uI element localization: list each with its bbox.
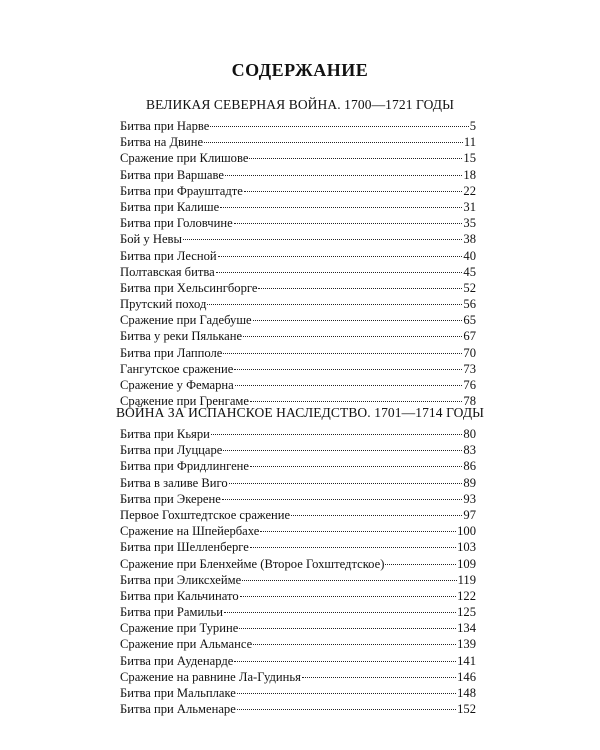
toc-entry-page-number: 134 bbox=[457, 621, 476, 636]
toc-entry-page-number: 122 bbox=[457, 588, 476, 603]
toc-entry-page-number: 11 bbox=[463, 135, 476, 150]
toc-entry-page-number: 45 bbox=[463, 264, 476, 279]
toc-entry[interactable] bbox=[120, 701, 476, 717]
toc-entry[interactable] bbox=[120, 150, 476, 166]
toc-entry[interactable] bbox=[120, 636, 476, 652]
toc-entry-page-number: 15 bbox=[463, 151, 476, 166]
toc-entry[interactable] bbox=[120, 134, 476, 150]
dot-leader bbox=[210, 126, 468, 127]
toc-entry[interactable] bbox=[120, 296, 476, 312]
toc-entry-page-number: 83 bbox=[463, 443, 476, 458]
dot-leader bbox=[183, 239, 462, 240]
toc-entry[interactable] bbox=[120, 572, 476, 588]
toc-entry-page-number: 35 bbox=[463, 216, 476, 231]
dot-leader bbox=[223, 450, 462, 451]
toc-entry-page-number: 78 bbox=[463, 394, 476, 409]
toc-entry[interactable] bbox=[120, 442, 476, 458]
dot-leader bbox=[250, 466, 462, 467]
toc-entry-title: Сражение при Альмансе bbox=[120, 637, 253, 652]
toc-entry-page-number: 146 bbox=[457, 669, 476, 684]
dot-leader bbox=[250, 547, 456, 548]
toc-entry[interactable] bbox=[120, 426, 476, 442]
dot-leader bbox=[260, 531, 456, 532]
toc-entry-title: Сражение на Шпейербахе bbox=[120, 524, 260, 539]
toc-entry-page-number: 5 bbox=[469, 119, 476, 133]
dot-leader bbox=[249, 158, 462, 159]
toc-entry-page-number: 67 bbox=[463, 329, 476, 344]
toc-entry[interactable] bbox=[120, 507, 476, 523]
toc-entry-title: Битва при Нарве bbox=[120, 119, 210, 133]
toc-entry-title: Прутский поход bbox=[120, 297, 207, 312]
toc-entry-title: Битва при Ауденарде bbox=[120, 653, 234, 668]
toc-entry[interactable] bbox=[120, 231, 476, 247]
toc-entry-page-number: 22 bbox=[463, 183, 476, 198]
dot-leader bbox=[224, 612, 456, 613]
toc-entry-page-number: 109 bbox=[457, 556, 476, 571]
dot-leader bbox=[204, 142, 463, 143]
toc-entry-title: Битва при Калише bbox=[120, 199, 220, 214]
toc-entry[interactable] bbox=[120, 491, 476, 507]
section-heading-spanish-succession: ВОЙНА ЗА ИСПАНСКОЕ НАСЛЕДСТВО. 1701—1714 ГОДЫ bbox=[115, 405, 485, 420]
toc-entry-page-number: 141 bbox=[457, 653, 476, 668]
toc-entry-title: Битва у реки Пялькане bbox=[120, 329, 243, 344]
toc-entry[interactable] bbox=[120, 345, 476, 361]
dot-leader bbox=[211, 434, 463, 435]
dot-leader bbox=[222, 499, 463, 500]
toc-entry[interactable] bbox=[120, 199, 476, 215]
toc-entry[interactable] bbox=[120, 312, 476, 328]
toc-entry-title: Битва при Рамильи bbox=[120, 605, 223, 620]
toc-entry-title: Сражение при Бленхейме (Второе Гохштедтское) bbox=[120, 556, 385, 571]
dot-leader bbox=[237, 693, 456, 694]
toc-entry-title: Битва при Лесной bbox=[120, 248, 217, 263]
dot-leader bbox=[234, 369, 462, 370]
toc-entry-title: Первое Гохштедтское сражение bbox=[120, 507, 291, 522]
dot-leader bbox=[253, 644, 456, 645]
dot-leader bbox=[216, 272, 463, 273]
toc-entry-title: Гангутское сражение bbox=[120, 361, 234, 376]
toc-entry-title: Битва при Кальчинато bbox=[120, 588, 239, 603]
toc-entry[interactable] bbox=[120, 620, 476, 636]
toc-entry-title: Битва при Альменаре bbox=[120, 702, 236, 717]
toc-entry-page-number: 103 bbox=[457, 540, 476, 555]
toc-entry-title: Сражение при Гадебуше bbox=[120, 313, 252, 328]
toc-entry[interactable] bbox=[120, 183, 476, 199]
toc-entry-page-number: 38 bbox=[463, 232, 476, 247]
toc-entry[interactable] bbox=[120, 539, 476, 555]
toc-entry-page-number: 86 bbox=[463, 459, 476, 474]
dot-leader bbox=[244, 191, 463, 192]
toc-entry-page-number: 52 bbox=[463, 280, 476, 295]
toc-list-spanish-succession bbox=[120, 426, 476, 717]
toc-entry[interactable] bbox=[120, 377, 476, 393]
toc-entry-title: Сражение при Турине bbox=[120, 621, 239, 636]
toc-entry-title: Полтавская битва bbox=[120, 264, 215, 279]
toc-entry-page-number: 31 bbox=[463, 199, 476, 214]
dot-leader bbox=[258, 288, 462, 289]
dot-leader bbox=[302, 677, 456, 678]
toc-entry-title: Сражение при Гренгаме bbox=[120, 394, 249, 409]
toc-entry-page-number: 80 bbox=[463, 427, 476, 441]
toc-entry-title: Битва при Эликсхейме bbox=[120, 572, 242, 587]
dot-leader bbox=[253, 320, 463, 321]
toc-entry-title: Битва при Фридлингене bbox=[120, 459, 249, 474]
dot-leader bbox=[239, 628, 456, 629]
toc-entry-page-number: 125 bbox=[457, 605, 476, 620]
toc-entry-page-number: 139 bbox=[457, 637, 476, 652]
toc-entry[interactable] bbox=[120, 248, 476, 264]
toc-entry[interactable] bbox=[120, 167, 476, 183]
toc-entry[interactable] bbox=[120, 523, 476, 539]
dot-leader bbox=[243, 336, 462, 337]
toc-entry[interactable] bbox=[120, 475, 476, 491]
toc-entry-page-number: 70 bbox=[463, 345, 476, 360]
toc-entry-title: Битва при Лапполе bbox=[120, 345, 223, 360]
toc-entry-title: Бой у Невы bbox=[120, 232, 182, 247]
toc-entry-page-number: 18 bbox=[463, 167, 476, 182]
toc-entry-page-number: 148 bbox=[457, 686, 476, 700]
toc-entry-title: Битва при Хельсингборге bbox=[120, 280, 258, 295]
toc-entry[interactable] bbox=[120, 556, 476, 572]
toc-entry-page-number: 152 bbox=[457, 702, 476, 717]
toc-entry[interactable] bbox=[120, 685, 476, 701]
toc-entry-title: Битва при Фрауштадте bbox=[120, 183, 243, 198]
toc-entry-page-number: 73 bbox=[463, 361, 476, 376]
dot-leader bbox=[240, 596, 456, 597]
dot-leader bbox=[250, 401, 462, 402]
toc-entry[interactable] bbox=[120, 669, 476, 685]
toc-entry-page-number: 56 bbox=[463, 297, 476, 312]
dot-leader bbox=[218, 256, 463, 257]
toc-entry-title: Битва на Двине bbox=[120, 135, 204, 150]
dot-leader bbox=[242, 580, 456, 581]
toc-entry[interactable] bbox=[120, 215, 476, 231]
dot-leader bbox=[385, 564, 456, 565]
dot-leader bbox=[225, 175, 462, 176]
toc-list-northern-war bbox=[120, 118, 476, 409]
toc-entry-title: Битва при Кьяри bbox=[120, 427, 210, 441]
toc-entry-title: Битва в заливе Виго bbox=[120, 475, 228, 490]
toc-entry-title: Битва при Головчине bbox=[120, 216, 233, 231]
toc-entry[interactable] bbox=[120, 280, 476, 296]
toc-entry-title: Битва при Экерене bbox=[120, 491, 221, 506]
toc-entry[interactable] bbox=[120, 361, 476, 377]
toc-entry[interactable] bbox=[120, 458, 476, 474]
dot-leader bbox=[234, 223, 463, 224]
toc-entry-title: Битва при Шелленберге bbox=[120, 540, 249, 555]
toc-entry-page-number: 40 bbox=[463, 248, 476, 263]
dot-leader bbox=[207, 304, 462, 305]
toc-entry[interactable] bbox=[120, 604, 476, 620]
toc-entry[interactable] bbox=[120, 264, 476, 280]
toc-entry-page-number: 89 bbox=[463, 475, 476, 490]
toc-entry[interactable] bbox=[120, 588, 476, 604]
toc-entry-title: Сражение при Клишове bbox=[120, 151, 249, 166]
toc-entry[interactable] bbox=[120, 118, 476, 134]
toc-entry-page-number: 97 bbox=[463, 507, 476, 522]
dot-leader bbox=[223, 353, 462, 354]
dot-leader bbox=[220, 207, 462, 208]
page-title: СОДЕРЖАНИЕ bbox=[231, 60, 369, 80]
section-heading-northern-war: ВЕЛИКАЯ СЕВЕРНАЯ ВОЙНА. 1700—1721 ГОДЫ bbox=[146, 97, 454, 112]
toc-entry[interactable] bbox=[120, 328, 476, 344]
toc-entry-page-number: 65 bbox=[463, 313, 476, 328]
dot-leader bbox=[237, 709, 456, 710]
toc-entry-title: Битва при Луццаре bbox=[120, 443, 223, 458]
toc-entry-title: Сражение на равнине Ла-Гудинья bbox=[120, 669, 301, 684]
dot-leader bbox=[229, 483, 463, 484]
toc-entry-title: Битва при Мальплаке bbox=[120, 686, 236, 700]
toc-entry-title: Сражение у Фемарна bbox=[120, 378, 234, 392]
dot-leader bbox=[234, 661, 456, 662]
toc-entry-page-number: 100 bbox=[457, 524, 476, 539]
dot-leader bbox=[235, 385, 463, 386]
toc-entry-title: Битва при Варшаве bbox=[120, 167, 224, 182]
dot-leader bbox=[291, 515, 462, 516]
toc-entry-page-number: 76 bbox=[463, 378, 476, 392]
toc-entry-page-number: 119 bbox=[457, 572, 476, 587]
toc-entry-page-number: 93 bbox=[463, 491, 476, 506]
toc-entry[interactable] bbox=[120, 653, 476, 669]
